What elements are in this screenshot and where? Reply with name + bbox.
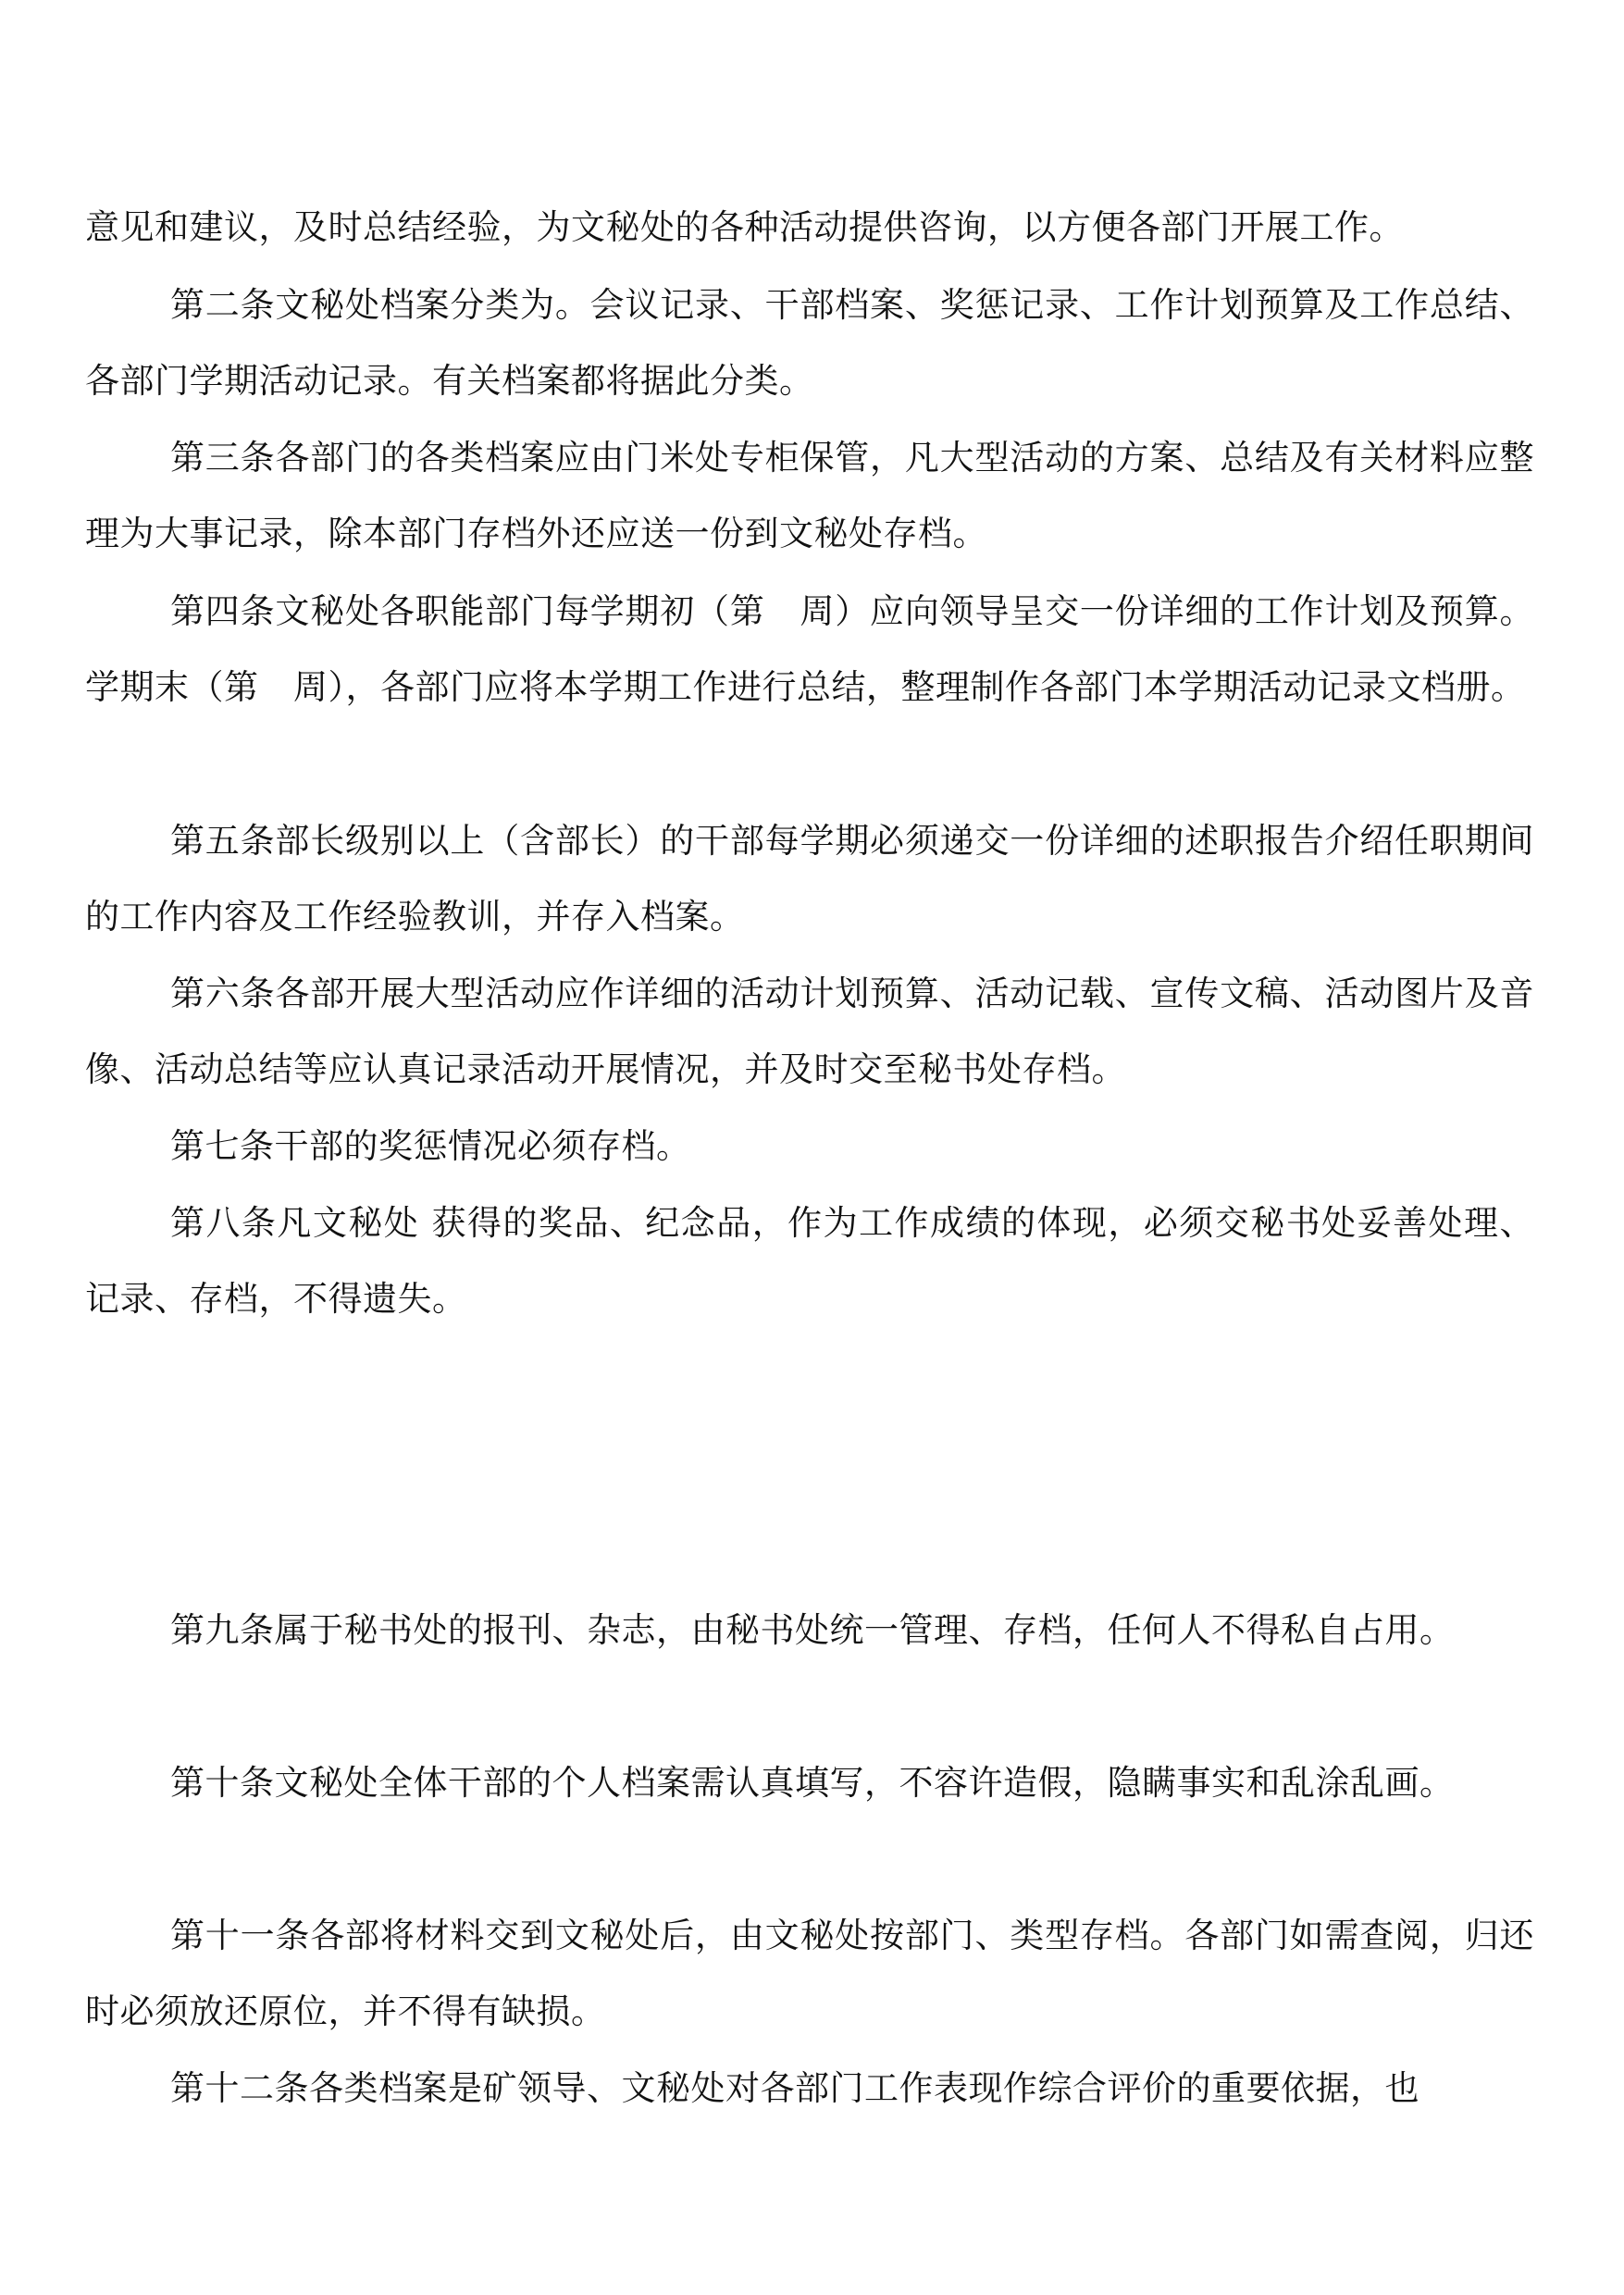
paragraph-article-7: 第七条干部的奖惩情况必须存档。: [170, 1126, 691, 1166]
paragraph-article-10: 第十条文秘处全体干部的个人档案需认真填写，不容许造假，隐瞒事实和乱涂乱画。: [170, 1763, 1455, 1803]
paragraph-article-3: 第三条各部门的各类档案应由门米处专柜保管，凡大型活动的方案、总结及有关材料应整理为大事记录，除本部门存档外还应送一份到文秘处存档。: [85, 438, 1534, 553]
paragraph-article-9: 第九条属于秘书处的报刊、杂志，由秘书处统一管理、存档，任何人不得私自占用。: [170, 1610, 1455, 1650]
paragraph-continuation: 意见和建议，及时总结经验，为文秘处的各种活动提供咨询，以方便各部门开展工作。: [85, 207, 1404, 247]
paragraph-article-8: 第八条凡文秘处 获得的奖品、纪念品，作为工作成绩的体现，必须交秘书处妥善处理、记录、存档，不得遗失。: [85, 1203, 1534, 1319]
paragraph-article-6: 第六条各部开展大型活动应作详细的活动计划预算、活动记载、宣传文稿、活动图片及音像、活动总结等应认真记录活动开展情况，并及时交至秘书处存档。: [85, 974, 1534, 1089]
paragraph-article-5: 第五条部长级别以上（含部长）的干部每学期必须递交一份详细的述职报告介绍任职期间的工作内容及工作经验教训，并存入档案。: [85, 821, 1534, 937]
paragraph-article-4: 第四条文秘处各职能部门每学期初（第 周）应向领导呈交一份详细的工作计划及预算。学期末（第 周），各部门应将本学期工作进行总结，整理制作各部门本学期活动记录文档册。: [85, 591, 1534, 707]
paragraph-article-2: 第二条文秘处档案分类为。会议记录、干部档案、奖惩记录、工作计划预算及工作总结、各部门学期活动记录。有关档案都将据此分类。: [85, 285, 1534, 401]
paragraph-article-11: 第十一条各部将材料交到文秘处后，由文秘处按部门、类型存档。各部门如需查阅，归还时必须放还原位，并不得有缺损。: [85, 1916, 1534, 2031]
paragraph-article-12: 第十二条各类档案是矿领导、文秘处对各部门工作表现作综合评价的重要依据，也: [170, 2068, 1419, 2108]
